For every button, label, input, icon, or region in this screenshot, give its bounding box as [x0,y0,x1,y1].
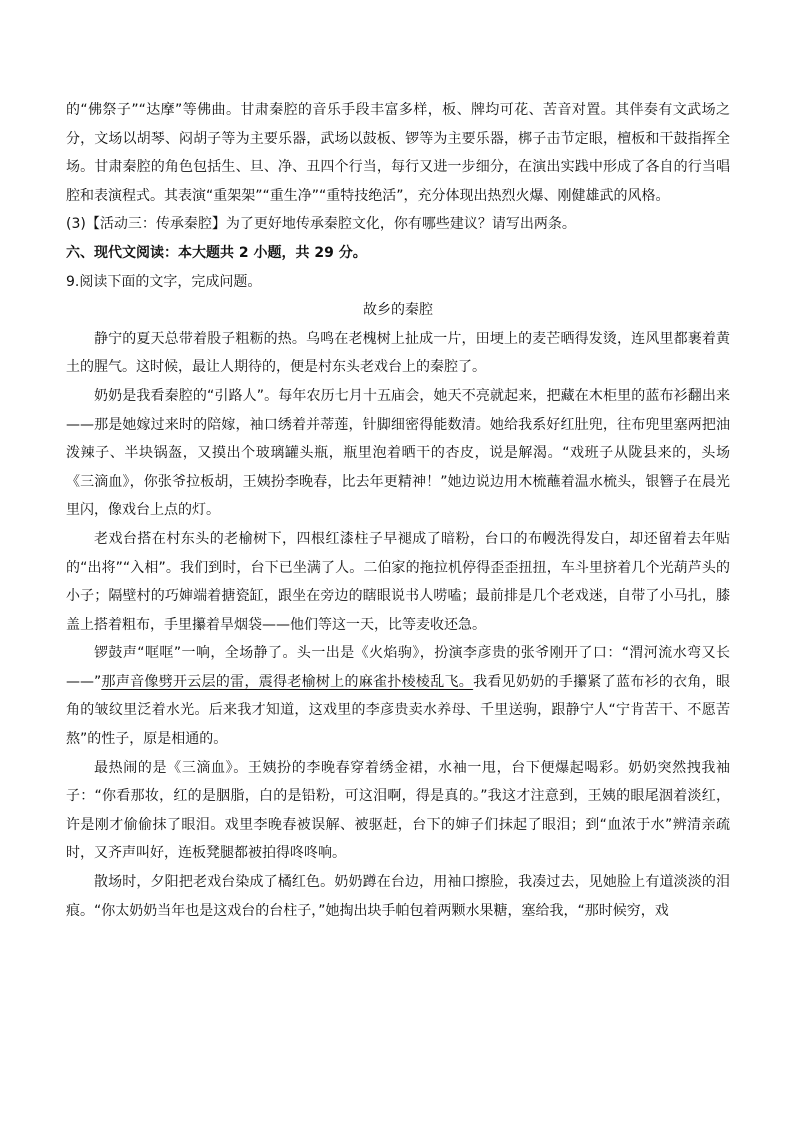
intro-line: 场之分，文场以胡琴、闷胡子等为主要乐器，武场以鼓板、锣等为主要乐器，梆子击节定眼，檀板和干鼓 [66,102,731,147]
article-title: 故乡的秦腔 [363,302,433,319]
article-paragraph-4 [66,639,730,753]
article-paragraph-2: 奶奶是我看秦腔的“引路人”。每年农历七月十五庙会，她天不亮就起来，把藏在木柜里的蓝布衫翻出来——那是她嫁过来时的陪嫁，袖口绣着并蒂莲，针脚细密得能数清。她给我系好红肚兜，往布兜里塞两把油泼辣子、半块锅盔，又摸出个玻璃罐头瓶，瓶里泡着晒干的杏皮，说是解渴。“戏班子从陇县来的，头场《三滴血》，你张爷拉板胡，王姨扮李晚春，比去年更精神！”她边说边用木梳蘸着温水梳头，银簪子在晨光里闪，像戏台上点的灯。 [66,387,730,519]
question-nine: 9.阅读下面的文字，完成问题。 [66,273,262,290]
article-paragraph-5: 最热闹的是《三滴血》。王姨扮的李晚春穿着绣金裙，水袖一甩，台下便爆起喝彩。奶奶突然拽我袖子：“你看那妆，红的是胭脂，白的是铅粉，可这泪啊，得是真的。”我这才注意到，王姨的眼尾洇着淡红，许是刚才偷偷抹了眼泪。戏里李晚春被误解、被驱赶，台下的婶子们抹起了眼泪；到“血浓于水”辨清亲疏时，又齐声叫好，连板凳腿都被拍得咚咚响。 [66,759,730,862]
paragraph-4-text-before: 锣鼓声“哐哐”一响，全场静了。头一出是《火焰驹》，扮演李彦贵的张爷刚开了口：“渭河流水弯又长——” [66,645,730,690]
intro-line: 指挥全场。甘肃秦腔的角色包括生、旦、净、丑四个行当，每行又进一步细分，在演出实践中形成了各自 [66,130,731,176]
intro-line: 的风格。 [613,187,670,204]
article-paragraph-3: 老戏台搭在村东头的老榆树下，四根红漆柱子早褪成了暗粉，台口的布幔洗得发白，却还留着去年贴的“出将”“入相”。我们到时，台下已坐满了人。二伯家的拖拉机停得歪歪扭扭，车斗里挤着几个光葫芦头的小子；隔壁村的巧婶端着搪瓷缸，跟坐在旁边的瞎眼说书人唠嗑；最前排是几个老戏迷，自带了小马扎，膝盖上搭着粗布，手里攥着旱烟袋——他们等这一天，比等麦收还急。 [66,530,730,633]
section-six-heading: 六、现代文阅读：本大题共 2 小题，共 29 分。 [66,244,367,261]
article-paragraph-1: 静宁的夏天总带着股子粗粝的热。乌鸣在老槐树上扯成一片，田埂上的麦芒晒得发烫，连风里都裹着黄土的腥气。这时候，最让人期待的，便是村东头老戏台上的秦腔了。 [66,330,730,376]
intro-line: 的行当唱腔和表演程式。其表演“重架架”“重生净”“重特技绝活”，充分体现出热烈火爆、刚健雄武 [66,159,731,204]
content-area [66,96,730,925]
intro-paragraph [66,96,730,210]
paragraph-4-text-after: 我看见奶奶的手攥紧了蓝布衫的衣角，眼角的皱纹里泛着水光。后来我才知道，这戏里的李彦贵卖水养母、千里送驹，跟静宁人“宁肯苦干、不愿苦熬”的性子，原是相通的。 [66,673,731,748]
activity-three-prompt: (3)【活动三：传承秦腔】为了更好地传承秦腔文化，你有哪些建议？请写出两条。 [66,216,576,233]
article-paragraph-6: 散场时，夕阳把老戏台染成了橘红色。奶奶蹲在台边，用袖口擦脸，我凑过去，见她脸上有道淡淡的泪痕。“你太奶奶当年也是这戏台的台柱子，”她掏出块手帕包着两颗水果糖，塞给我，“那时候穷，戏 [66,874,730,919]
intro-line: 的“佛祭子”“达摩”等佛曲。甘肃秦腔的音乐手段丰富多样，板、牌均可花、苦音对置。其伴奏有文武 [66,102,702,118]
underlined-sentence: 那声音像劈开云层的雷，震得老榆树上的麻雀扑棱棱乱飞。 [101,673,474,690]
